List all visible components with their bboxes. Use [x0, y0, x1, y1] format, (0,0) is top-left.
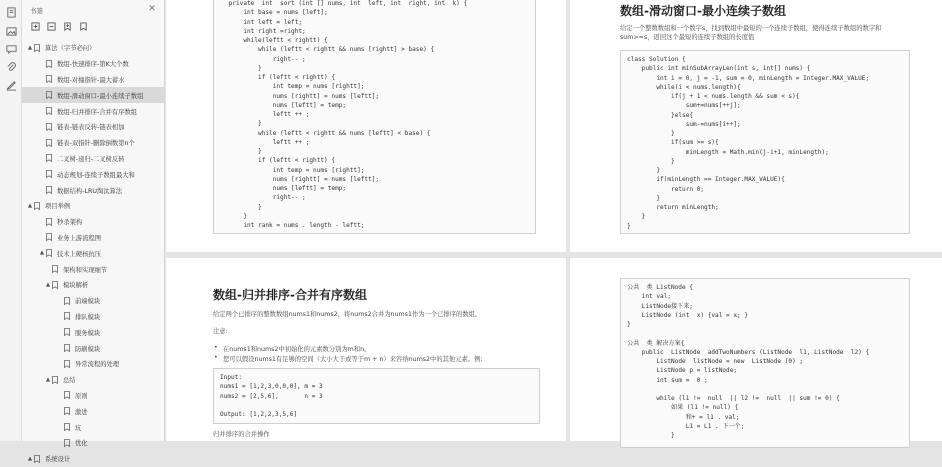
bookmark-tree	[22, 40, 165, 467]
bookmark-item[interactable]	[22, 293, 165, 309]
comment-icon[interactable]	[5, 43, 17, 55]
bookmark-toolbar	[30, 21, 88, 33]
code-line: int base = nums [left];	[214, 9, 328, 17]
code-line: if(j + 1 < nums.length && sum < s){	[627, 93, 800, 100]
bookmark-icon	[46, 249, 53, 257]
bookmark-item[interactable]	[22, 419, 165, 435]
code-line: }	[214, 203, 262, 211]
bookmark-icon	[64, 423, 71, 431]
code-line: }	[627, 321, 631, 328]
code-line: while(leftt < rightt) {	[214, 37, 328, 44]
code-line: nums [leftt] = temp;	[214, 185, 347, 192]
bookmark-icon	[64, 391, 71, 399]
description-line: 给定一个整数数组和一个数字s，找到数组中最短的一个连续子数组，使得连续子数组的数字和	[620, 25, 882, 32]
code-line: 公共 类 ListNode {	[627, 284, 693, 291]
bookmark-item[interactable]	[22, 324, 165, 340]
bookmark-item[interactable]	[22, 119, 165, 135]
bookmark-item[interactable]	[22, 340, 165, 356]
code-line: }	[214, 120, 262, 128]
code-line: leftt ++ ;	[214, 138, 310, 146]
bullet-item: • 在nums1和nums2中初始化的元素数分别为m和n。	[223, 344, 370, 353]
bookmark-icon	[46, 170, 53, 178]
code-line: 公共 类 解决方案{	[627, 339, 685, 347]
code-line: if (leftt < rightt) {	[214, 74, 336, 81]
attachment-icon[interactable]	[5, 61, 17, 73]
bookmark-item[interactable]	[22, 72, 165, 88]
code-line: }	[627, 194, 661, 202]
code-line: }	[627, 213, 646, 221]
bookmark-label: 前端模块	[75, 298, 101, 306]
bookmark-item[interactable]	[22, 198, 165, 214]
bookmark-label: 数组-快速排序-第K大个数	[57, 61, 129, 69]
code-line: right-- ;	[214, 55, 306, 63]
code-line	[627, 385, 869, 394]
code-block	[213, 0, 536, 234]
code-line: return minLength;	[627, 204, 719, 211]
bookmark-label: 数组-对撞指针-最大蓄水	[57, 76, 125, 84]
code-line: 如果 (l1 != null) {	[627, 404, 739, 412]
code-line: }	[627, 157, 675, 165]
bookmark-label: 技术上硬核抗压	[57, 250, 102, 258]
bookmark-label: 秒杀架构	[57, 219, 83, 227]
bookmark-label: 业务上游流程图	[57, 234, 102, 242]
image-icon[interactable]	[5, 25, 17, 37]
bookmark-icon	[34, 44, 41, 52]
code-line: if(sum >= s){	[627, 139, 719, 147]
bookmark-item[interactable]	[22, 245, 165, 261]
code-line: while (leftt < rightt && nums [rightt] > base) {	[214, 46, 435, 54]
code-line: }else{	[627, 111, 694, 119]
bookmark-label: 系统设计	[45, 456, 71, 464]
bullet-item: • 您可以假设nums1有足够的空间（大小大于或等于m + n）来容纳nums2中的其他元素。例:	[223, 354, 483, 363]
bookmark-item[interactable]	[22, 451, 165, 467]
expand-toggle-icon[interactable]: ▲	[45, 376, 51, 383]
code-line: while (leftt < rightt && nums [leftt] < base) {	[214, 129, 431, 137]
code-line: return 0;	[627, 185, 705, 193]
code-line: Input:	[220, 374, 243, 381]
pdf-page-quick-sort	[166, 0, 566, 252]
bookmark-icon	[52, 376, 59, 384]
signature-icon[interactable]	[5, 79, 17, 91]
bookmark-icon	[46, 139, 53, 147]
section-heading: 归并排序的合并操作	[213, 431, 270, 438]
bookmark-label: 异常流程的处理	[75, 361, 120, 369]
code-line: nums1 = [1,2,3,0,0,0], m = 3	[220, 383, 323, 391]
code-line: nums [leftt] = temp;	[214, 101, 347, 109]
bookmark-icon	[52, 265, 59, 273]
bookmarks-panel	[22, 0, 165, 464]
expand-toggle-icon[interactable]: ▲	[39, 250, 45, 257]
bookmark-label: 链表-双指针-删除倒数第n个	[57, 140, 135, 148]
bookmark-icon	[64, 312, 71, 320]
bookmark-label: 算法（字节必问）	[45, 45, 96, 53]
bookmark-icon	[64, 407, 71, 415]
bookmark-icon	[64, 328, 71, 336]
bookmarks-header	[22, 0, 165, 20]
page-title: 数组-归并排序-合并有序数组	[213, 288, 367, 302]
code-line: int left = left;	[214, 18, 303, 26]
bookmark-icon	[46, 123, 53, 131]
code-line: nums [rightt] = nums [leftt];	[214, 175, 380, 183]
bookmark-item[interactable]	[22, 40, 165, 56]
bookmark-icon	[52, 281, 59, 289]
bookmark-item[interactable]	[22, 388, 165, 404]
expand-all-icon[interactable]	[30, 21, 40, 31]
code-line: int i = 0, j = -1, sum = 0, minLength = Integer.MAX_VALUE;	[627, 74, 870, 82]
code-line: leftt ++ ;	[214, 111, 310, 118]
bookmark-item[interactable]	[22, 435, 165, 451]
code-line: ListNode p = listNode;	[627, 367, 738, 375]
description-line: sum>=s，返回这个最短的连续子数组的长度值	[620, 34, 755, 41]
pdf-page-add-two-numbers	[570, 258, 942, 441]
bookmark-label: 防刷模块	[75, 345, 101, 353]
bookmark-item[interactable]	[22, 103, 165, 119]
bookmark-icon	[34, 455, 41, 463]
left-icon-rail	[0, 0, 22, 441]
bookmark-icon[interactable]	[78, 21, 88, 31]
bookmark-label: 架构和实现细节	[63, 266, 108, 274]
collapse-all-icon[interactable]	[46, 21, 56, 31]
bookmark-label: 项目举例	[45, 203, 71, 211]
expand-toggle-icon[interactable]: ▲	[27, 202, 33, 209]
code-line: int right =right;	[214, 27, 306, 35]
bookmark-item[interactable]	[22, 230, 165, 246]
bookmark-icon	[34, 202, 41, 210]
code-line: }	[627, 222, 631, 230]
bookmark-label: 模块解析	[63, 282, 89, 290]
expand-toggle-icon[interactable]: ▲	[27, 455, 33, 462]
code-line	[627, 329, 869, 338]
bookmark-item[interactable]	[22, 309, 165, 325]
code-line: }	[627, 167, 661, 174]
bookmark-label: 总结	[63, 377, 76, 385]
bookmarks-title: 书签	[30, 7, 43, 15]
page-thumbnails-icon[interactable]	[5, 6, 17, 18]
code-line: right-- ;	[214, 194, 306, 202]
bookmark-item[interactable]	[22, 372, 165, 388]
bookmark-item[interactable]	[22, 214, 165, 230]
code-block	[620, 278, 910, 448]
bookmark-item[interactable]	[22, 135, 165, 151]
bookmark-item[interactable]	[22, 182, 165, 198]
expand-toggle-icon[interactable]: ▲	[27, 44, 33, 51]
code-block	[213, 368, 540, 424]
code-line: if (leftt < rightt) {	[214, 157, 336, 165]
bookmark-label: 动态规划-连续子数组最大和	[57, 171, 135, 179]
code-line: }	[214, 148, 262, 155]
page-title: 数组-滑动窗口-最小连续子数组	[620, 4, 786, 18]
code-line: int temp = nums [rightt];	[214, 83, 365, 91]
bookmark-item[interactable]	[22, 87, 165, 103]
pdf-page-sliding-window	[570, 0, 942, 252]
code-line: public ListNode addTwoNumbers (ListNode l1, ListNode l2) {	[627, 348, 870, 356]
code-line: ListNode (int x) {val = x; }	[627, 311, 749, 319]
code-line: }	[214, 212, 248, 220]
code-line: }	[627, 130, 675, 137]
bookmark-icon	[64, 297, 71, 305]
bookmark-label: 二叉树-递归-二叉树反转	[57, 155, 125, 163]
bookmark-item[interactable]	[22, 151, 165, 167]
bookmark-icon	[46, 91, 53, 99]
add-bookmark-icon[interactable]	[62, 21, 72, 31]
code-line: ListNode接下来;	[627, 302, 693, 310]
code-line: while (l1 != null || l2 != null || sum != 0) {	[627, 395, 840, 402]
code-line: sum-=nums[i++];	[627, 120, 741, 128]
bookmark-item[interactable]	[22, 166, 165, 182]
bookmark-label: 服务模块	[75, 329, 101, 337]
code-line: int sum = 0 ;	[627, 376, 708, 384]
bookmark-icon	[64, 344, 71, 352]
code-line: class Solution {	[627, 56, 686, 63]
bookmark-label: 排队模块	[75, 313, 101, 321]
close-icon[interactable]: ✕	[148, 4, 156, 14]
bookmark-label: 数组-滑动窗口-最小连续子数组	[57, 92, 144, 100]
bookmark-icon	[64, 360, 71, 368]
bookmark-item[interactable]	[22, 261, 165, 277]
bookmark-icon	[46, 75, 53, 83]
bookmark-label: 数组-归并排序-合并有序数组	[57, 108, 138, 116]
bookmark-label: 链表-链表反转-链表相加	[57, 124, 125, 132]
code-line: public int minSubArrayLen(int s, int[] nums) {	[627, 65, 811, 73]
bookmark-icon	[64, 439, 71, 447]
bookmark-icon	[46, 233, 53, 241]
pdf-page-merge-sort	[166, 258, 566, 441]
code-block	[620, 50, 910, 234]
code-line: int rank = nums . length - leftt;	[214, 222, 365, 229]
code-line	[220, 401, 323, 410]
bookmark-icon	[46, 186, 53, 194]
code-line: int val;	[627, 293, 672, 301]
bookmark-label: 优化	[75, 440, 88, 448]
bookmark-item[interactable]	[22, 356, 165, 372]
code-line: nums [rightt] = nums [leftt];	[214, 92, 380, 100]
bookmark-label: 激进	[75, 408, 88, 416]
code-line: private int sort (int [] nums, int left, int right, int k) {	[214, 0, 468, 7]
expand-toggle-icon[interactable]: ▲	[45, 281, 51, 288]
code-line: }	[627, 432, 675, 439]
bookmark-item[interactable]	[22, 277, 165, 293]
bookmark-label: 坑	[75, 424, 82, 432]
code-line: int temp = nums [rightt];	[214, 166, 365, 174]
bookmark-label: 数据结构-LRU淘汰算法	[57, 187, 123, 195]
code-line: minLength = Math.min(j-i+1, minLength);	[627, 148, 829, 156]
bookmark-item[interactable]	[22, 403, 165, 419]
bookmark-icon	[46, 60, 53, 68]
note-label: 注意:	[213, 328, 228, 335]
code-line: if(minLength == Integer.MAX_VALUE){	[627, 176, 785, 184]
code-line: L1 = L1 . 下一个;	[627, 422, 745, 430]
code-line: ListNode listNode = new ListNode (0) ;	[627, 358, 804, 365]
code-line: sum+=nums[++j];	[627, 102, 741, 110]
code-line: while(i < nums.length){	[627, 83, 741, 91]
description-line: 给定两个已排序的整数数组nums1和nums2，将nums2合并为nums1作为一个已排序的数组。	[213, 311, 482, 318]
code-line: }	[214, 64, 262, 72]
bookmark-icon	[46, 107, 53, 115]
bookmark-icon	[46, 218, 53, 226]
bookmark-label: 原则	[75, 392, 88, 400]
bookmark-icon	[46, 154, 53, 162]
code-line: 和+ = l1 . val;	[627, 413, 740, 421]
code-line: nums2 = [2,5,6], n = 3	[220, 392, 323, 400]
code-line: Output: [1,2,2,3,5,6]	[220, 411, 298, 418]
bookmark-item[interactable]	[22, 56, 165, 72]
